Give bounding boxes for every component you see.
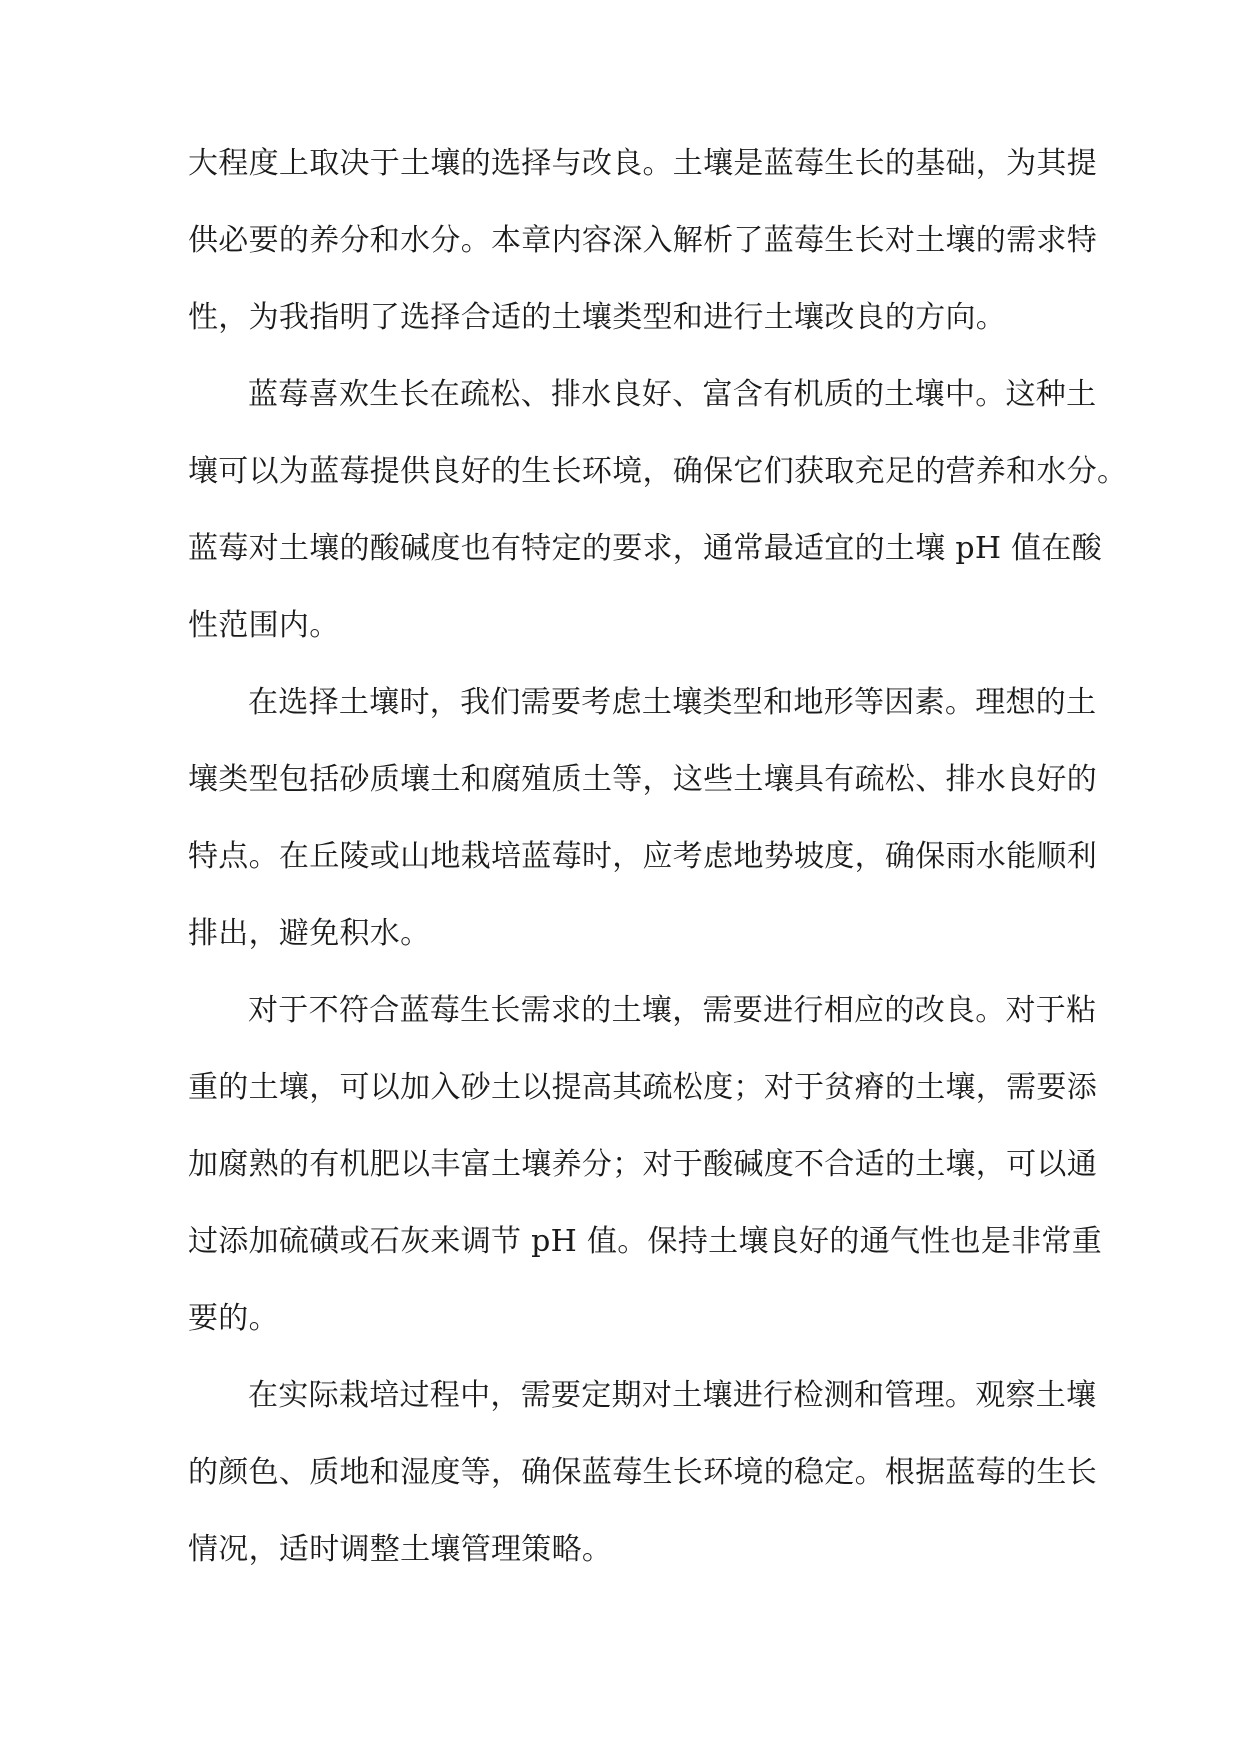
- text-line: 加腐熟的有机肥以丰富土壤养分；对于酸碱度不合适的土壤，可以通: [188, 1147, 1097, 1182]
- text-line: 要的。: [188, 1301, 279, 1336]
- text-line: 过添加硫磺或石灰来调节 pH 值。保持土壤良好的通气性也是非常重: [188, 1224, 1103, 1259]
- text-line: 壤可以为蓝莓提供良好的生长环境，确保它们获取充足的营养和水分。: [188, 454, 1128, 489]
- text-line: 性，为我指明了选择合适的土壤类型和进行土壤改良的方向。: [188, 300, 1007, 335]
- text-line: 排出，避免积水。: [188, 916, 431, 951]
- text-line: 大程度上取决于土壤的选择与改良。土壤是蓝莓生长的基础，为其提: [188, 146, 1097, 181]
- body-text: [188, 145, 1128, 1608]
- text-line: 重的土壤，可以加入砂土以提高其疏松度；对于贫瘠的土壤，需要添: [188, 1070, 1097, 1105]
- text-line: 蓝莓对土壤的酸碱度也有特定的要求，通常最适宜的土壤 pH 值在酸: [188, 531, 1103, 566]
- text-line: 壤类型包括砂质壤土和腐殖质土等，这些土壤具有疏松、排水良好的: [188, 762, 1097, 797]
- text-line: 特点。在丘陵或山地栽培蓝莓时，应考虑地势坡度，确保雨水能顺利: [188, 839, 1097, 874]
- paragraph-first-line: 在选择土壤时，我们需要考虑土壤类型和地形等因素。理想的土: [248, 685, 1097, 720]
- paragraph-first-line: 蓝莓喜欢生长在疏松、排水良好、富含有机质的土壤中。这种土: [248, 377, 1097, 412]
- text-line: 供必要的养分和水分。本章内容深入解析了蓝莓生长对土壤的需求特: [188, 223, 1097, 258]
- text-line: 性范围内。: [188, 608, 340, 643]
- paragraph-first-line: 在实际栽培过程中，需要定期对土壤进行检测和管理。观察土壤: [248, 1378, 1097, 1413]
- text-line: 情况，适时调整土壤管理策略。: [188, 1532, 613, 1567]
- paragraph-first-line: 对于不符合蓝莓生长需求的土壤，需要进行相应的改良。对于粘: [248, 993, 1097, 1028]
- text-line: 的颜色、质地和湿度等，确保蓝莓生长环境的稳定。根据蓝莓的生长: [188, 1455, 1097, 1490]
